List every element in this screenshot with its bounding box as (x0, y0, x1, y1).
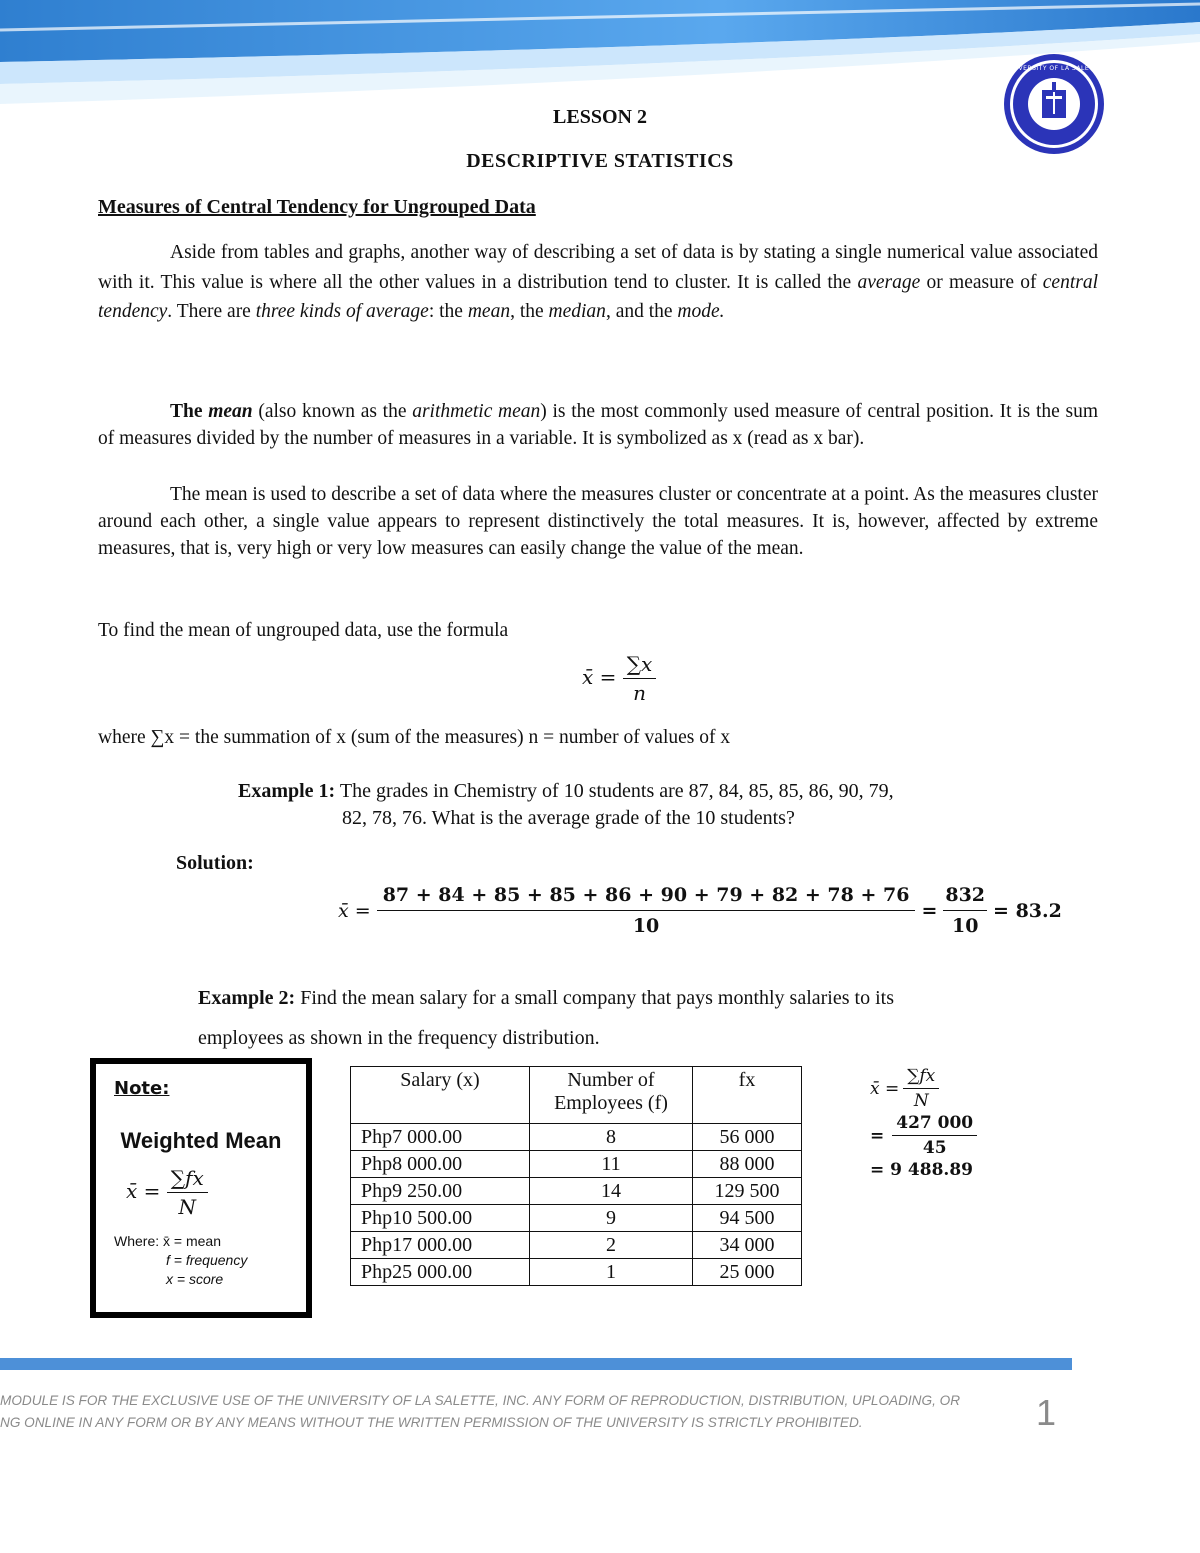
mean-definition-paragraph: The mean (also known as the arithmetic mean) is the most commonly used measure of central position. It is the sum of measures divided by the number of measures in a variable. It is symbolized as x (read as x bar). (98, 401, 1099, 449)
solution-result: = 83.2 (993, 899, 1062, 922)
example2-label: Example 2: (198, 987, 296, 1009)
salary-cell: Php8 000.00 (351, 1151, 530, 1178)
note-where-mean: Where: x̄ = mean (114, 1233, 221, 1249)
solution-equals: = (921, 899, 938, 922)
weighted-mean-note-box (90, 1058, 312, 1318)
table-row (351, 1259, 802, 1286)
seal-text: UNIVERSITY OF LA SALETTE (1006, 65, 1102, 72)
table-row (351, 1151, 802, 1178)
note-formula-numerator: ∑fx (167, 1166, 208, 1193)
salary-cell: Php25 000.00 (351, 1259, 530, 1286)
section-heading: Measures of Central Tendency for Ungrouped Data (98, 196, 536, 218)
note-formula-denominator: N (178, 1195, 196, 1219)
lesson-title: LESSON 2 (553, 106, 647, 128)
table-header-row (351, 1067, 802, 1124)
salary-cell: Php17 000.00 (351, 1232, 530, 1259)
table-row (351, 1124, 802, 1151)
solution-label: Solution: (176, 852, 254, 874)
example1-label: Example 1: (238, 780, 336, 802)
footer-bar (0, 1358, 1072, 1370)
fx-cell: 34 000 (693, 1232, 802, 1259)
solution-denominator-2: 10 (951, 915, 979, 937)
note-formula-lhs: x̄ = (126, 1179, 161, 1203)
employees-cell: 2 (530, 1232, 693, 1259)
calc-equals: = (870, 1125, 885, 1146)
note-label: Note: (114, 1078, 170, 1099)
employees-cell: 8 (530, 1124, 693, 1151)
page-number: 1 (1036, 1392, 1057, 1433)
salary-cell: Php7 000.00 (351, 1124, 530, 1151)
formula-numerator: ∑x (623, 652, 657, 679)
salary-cell: Php10 500.00 (351, 1205, 530, 1232)
frequency-table (350, 1066, 802, 1286)
footer-line-1: MODULE IS FOR THE EXCLUSIVE USE OF THE UNIVERSITY OF LA SALETTE, INC. ANY FORM OF REPRODUCTION, DISTRIBUTION, UPLOADING, OR (0, 1393, 961, 1408)
employees-cell: 14 (530, 1178, 693, 1205)
example1-solution (338, 884, 1062, 937)
header-salary: Salary (x) (351, 1067, 530, 1124)
fx-cell: 25 000 (693, 1259, 802, 1286)
formula-where-line: where ∑x = the summation of x (sum of the measures) n = number of values of x (98, 727, 731, 748)
example2-text: Example 2: Find the mean salary for a small company that pays monthly salaries to its employees as shown in the frequency distribution. (198, 987, 894, 1049)
employees-cell: 1 (530, 1259, 693, 1286)
header-employees: Number of Employees (f) (530, 1067, 693, 1124)
lesson-subtitle: DESCRIPTIVE STATISTICS (466, 150, 734, 172)
table-row (351, 1205, 802, 1232)
calc-result: = 9 488.89 (870, 1160, 973, 1180)
university-seal-logo (1002, 52, 1106, 156)
calc-denominator: N (913, 1091, 929, 1111)
note-where-frequency: f = frequency (166, 1252, 248, 1268)
employees-cell: 11 (530, 1151, 693, 1178)
solution-numerator: 87 + 84 + 85 + 85 + 86 + 90 + 79 + 82 + 78 + 76 (377, 884, 916, 911)
mean-usage-paragraph: The mean is used to describe a set of data where the measures cluster or concentrate at a point. As the measures cluster around each other, a single value appears to represent distinctively the total measures. It is, however, affected by extreme measures, that is, very high or very low measures can easily change the value of the mean. (98, 484, 1098, 559)
solution-denominator: 10 (632, 915, 660, 937)
fx-cell: 88 000 (693, 1151, 802, 1178)
example1-text: Example 1: The grades in Chemistry of 10 students are 87, 84, 85, 85, 86, 90, 79, 82, 78, 76. What is the average grade of the 10 students? (238, 780, 894, 829)
footer-disclaimer (0, 1390, 1020, 1434)
note-title: Weighted Mean (120, 1128, 282, 1153)
calc-denominator-2: 45 (922, 1138, 947, 1158)
weighted-mean-calculation (870, 1066, 977, 1180)
note-where-list (114, 1232, 247, 1289)
header-fx: fx (693, 1067, 802, 1124)
solution-lhs: x̄ = (338, 899, 371, 922)
formula-denominator: n (633, 681, 646, 705)
calc-numerator: ∑fx (903, 1066, 939, 1089)
formula-lhs: x̄ = (582, 665, 617, 689)
employees-cell: 9 (530, 1205, 693, 1232)
mean-formula (582, 652, 656, 705)
fx-cell: 94 500 (693, 1205, 802, 1232)
calc-lhs: x̄ = (870, 1078, 900, 1099)
table-row (351, 1232, 802, 1259)
footer-line-2: NG ONLINE IN ANY FORM OR BY ANY MEANS WITHOUT THE WRITTEN PERMISSION OF THE UNIVERSITY IS STRICTLY PROHIBITED. (0, 1415, 863, 1430)
intro-paragraph: Aside from tables and graphs, another way of describing a set of data is by stating a single numerical value associated with it. This value is where all the other values in a distribution tend to cluster. It is called the average or measure of central tendency. There are three kinds of average: the mean, the median, and the mode. (98, 242, 1098, 322)
table-row (351, 1178, 802, 1205)
formula-intro: To find the mean of ungrouped data, use the formula (98, 620, 509, 641)
salary-cell: Php9 250.00 (351, 1178, 530, 1205)
calc-numerator-2: 427 000 (892, 1113, 977, 1136)
weighted-mean-formula (126, 1166, 208, 1219)
note-where-score: x = score (166, 1271, 224, 1287)
fx-cell: 56 000 (693, 1124, 802, 1151)
fx-cell: 129 500 (693, 1178, 802, 1205)
solution-numerator-2: 832 (943, 884, 987, 911)
